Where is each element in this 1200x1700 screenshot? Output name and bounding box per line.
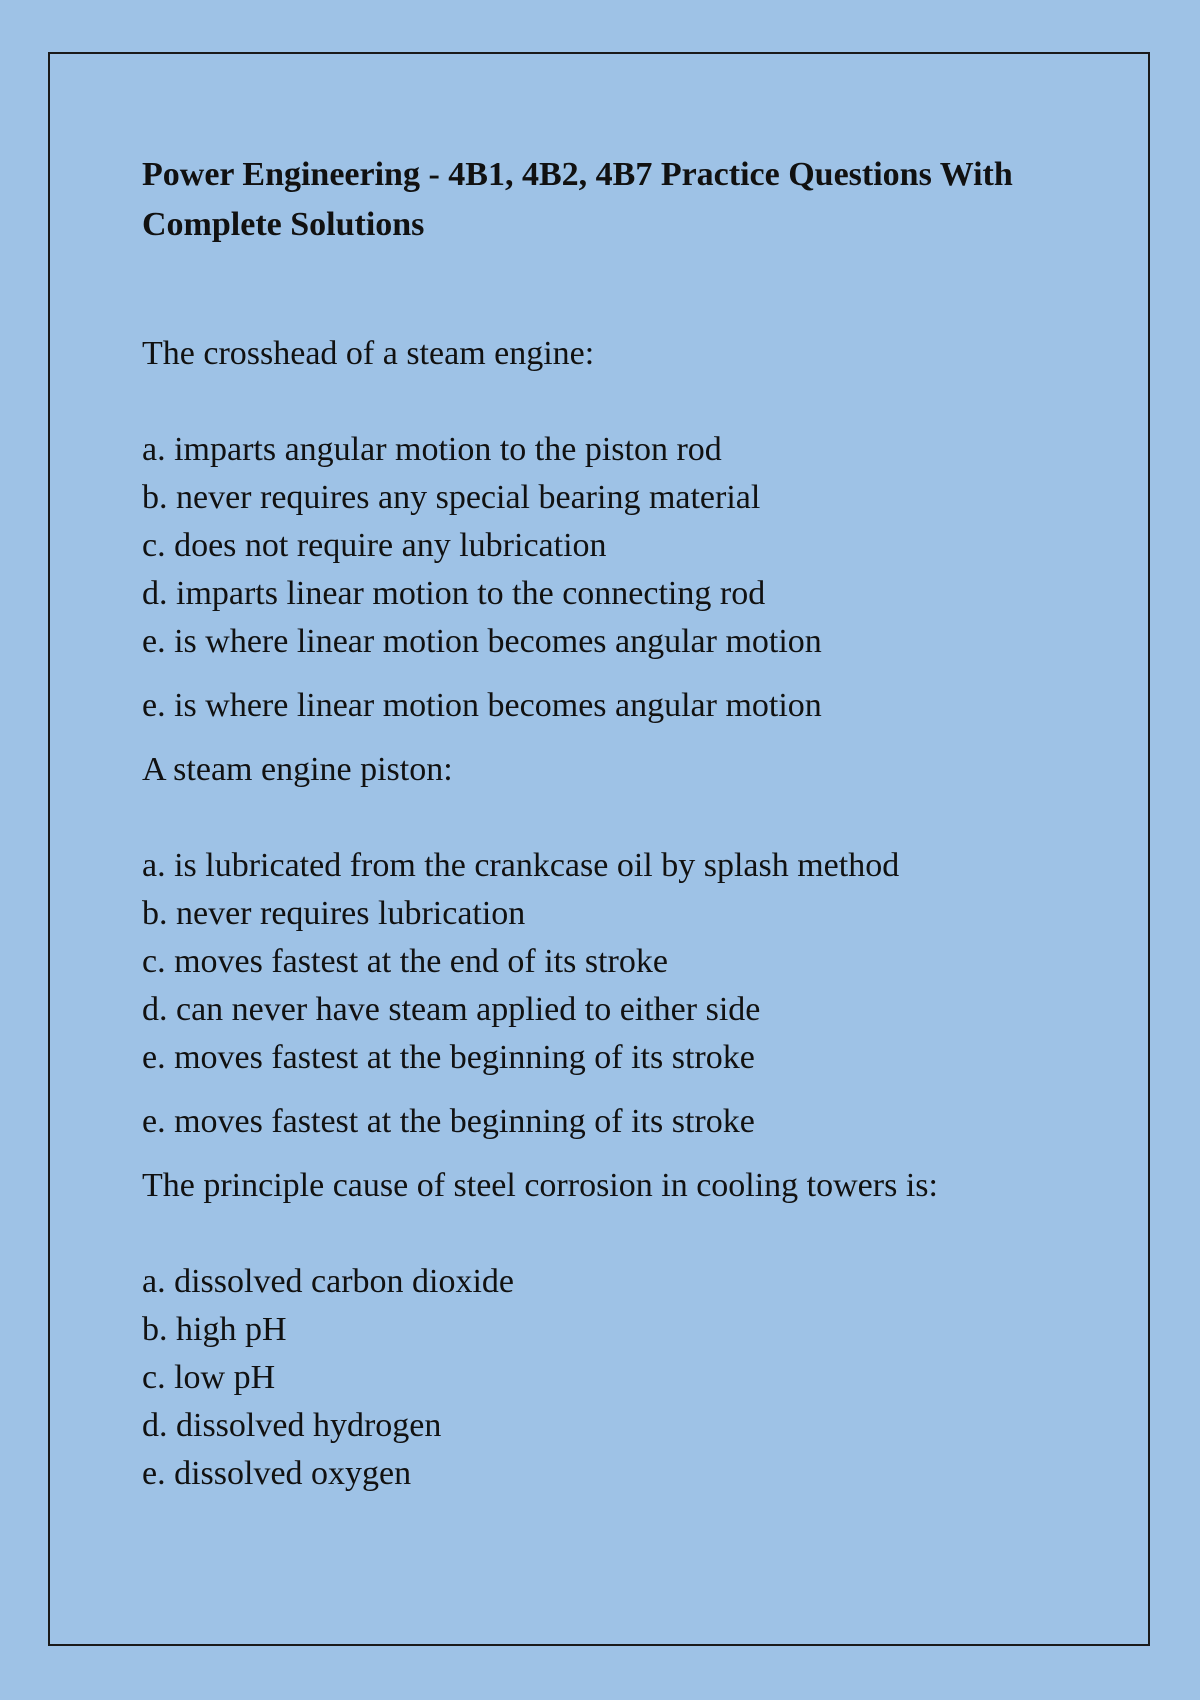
option-d: d. can never have steam applied to either side [142, 991, 761, 1028]
question-1 [142, 330, 1102, 730]
answer: e. moves fastest at the beginning of its stroke [142, 1103, 755, 1140]
options-list [142, 842, 1102, 1082]
question-stem: A steam engine piston: [142, 751, 453, 788]
option-b: b. never requires lubrication [142, 895, 526, 932]
question-3 [142, 1162, 1102, 1498]
option-a: a. is lubricated from the crankcase oil by splash method [142, 847, 900, 884]
option-d: d. imparts linear motion to the connecting rod [142, 575, 766, 612]
option-e: e. is where linear motion becomes angular motion [142, 623, 822, 660]
option-d: d. dissolved hydrogen [142, 1407, 442, 1444]
option-e: e. dissolved oxygen [142, 1455, 412, 1492]
option-a: a. dissolved carbon dioxide [142, 1263, 515, 1300]
document-content [142, 150, 1102, 1498]
question-stem: The crosshead of a steam engine: [142, 335, 595, 372]
option-e: e. moves fastest at the beginning of its stroke [142, 1039, 755, 1076]
answer: e. is where linear motion becomes angular motion [142, 687, 822, 724]
option-c: c. low pH [142, 1359, 276, 1396]
question-2 [142, 746, 1102, 1146]
option-c: c. moves fastest at the end of its stroke [142, 943, 668, 980]
options-list [142, 426, 1102, 666]
option-a: a. imparts angular motion to the piston rod [142, 431, 722, 468]
options-list [142, 1258, 1102, 1498]
document-title: Power Engineering - 4B1, 4B2, 4B7 Practice Questions With Complete Solutions [142, 156, 1013, 243]
option-c: c. does not require any lubrication [142, 527, 607, 564]
option-b: b. never requires any special bearing material [142, 479, 761, 516]
question-stem: The principle cause of steel corrosion in cooling towers is: [142, 1167, 938, 1204]
option-b: b. high pH [142, 1311, 287, 1348]
